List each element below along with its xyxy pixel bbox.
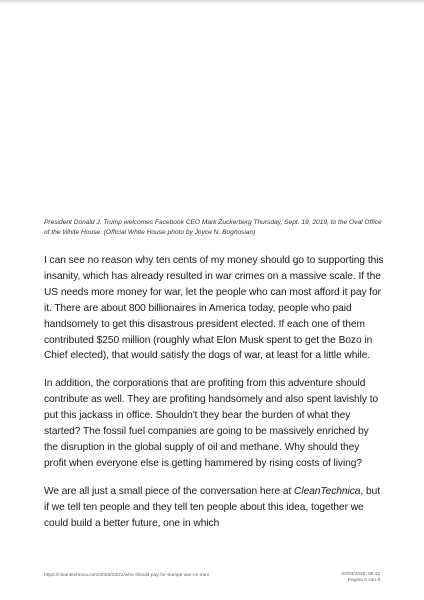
paragraph-3 (44, 484, 384, 532)
page-number: Pagina 5 van 9 (347, 578, 380, 583)
photo-caption: President Donald J. Trump welcomes Facebook CEO Mark Zuckerberg Thursday, Sept. 19, 2019, to the Oval Office of the White House. (Official White House photo by Joyce N. Boghosian) (44, 219, 382, 236)
paragraph-3-text-end: , but if we tell ten people and they tell ten people about this idea, together we could build a better future, one in which (44, 485, 380, 529)
paragraph-3-text-start: We are all just a small piece of the conversation here at (44, 485, 295, 497)
publication-name-link[interactable]: CleanTechnica (294, 485, 361, 497)
paragraph-2: In addition, the corporations that are profiting from this adventure should contribute as well. They are profiting handsomely and also spent lavishly to put this jackass in office. Shouldn't they bear the burden of what they started? The fossil fuel companies are going to be massively enriched by the disruption in the global supply of oil and methane. Why should they profit when everyone else is getting hammered by rising costs of living? (44, 378, 379, 469)
page-top-edge (0, 0, 424, 4)
print-datetime: 22/03/2026, 08:42 (341, 572, 380, 577)
paragraph-1: I can see no reason why ten cents of my money should go to supporting this insanity, which has already resulted in war crimes on a massive scale. If the US needs more money for war, let the people who can most afford it pay for it. There are about 800 billionaires in America today, people who paid handsomely to get this disastrous president elected. If each one of them contributed $250 million (roughly what Elon Musk spent to get the Bozo in Chief elected), that would satisfy the dogs of war, at least for a little while. (44, 255, 384, 362)
article-body (44, 253, 384, 544)
footer-url: https://cleantechnica.com/2026/03/21/who-should-pay-for-trumps-war-on-iran/ (44, 573, 210, 578)
footer-meta (341, 572, 380, 584)
article-photo-area (44, 10, 380, 212)
